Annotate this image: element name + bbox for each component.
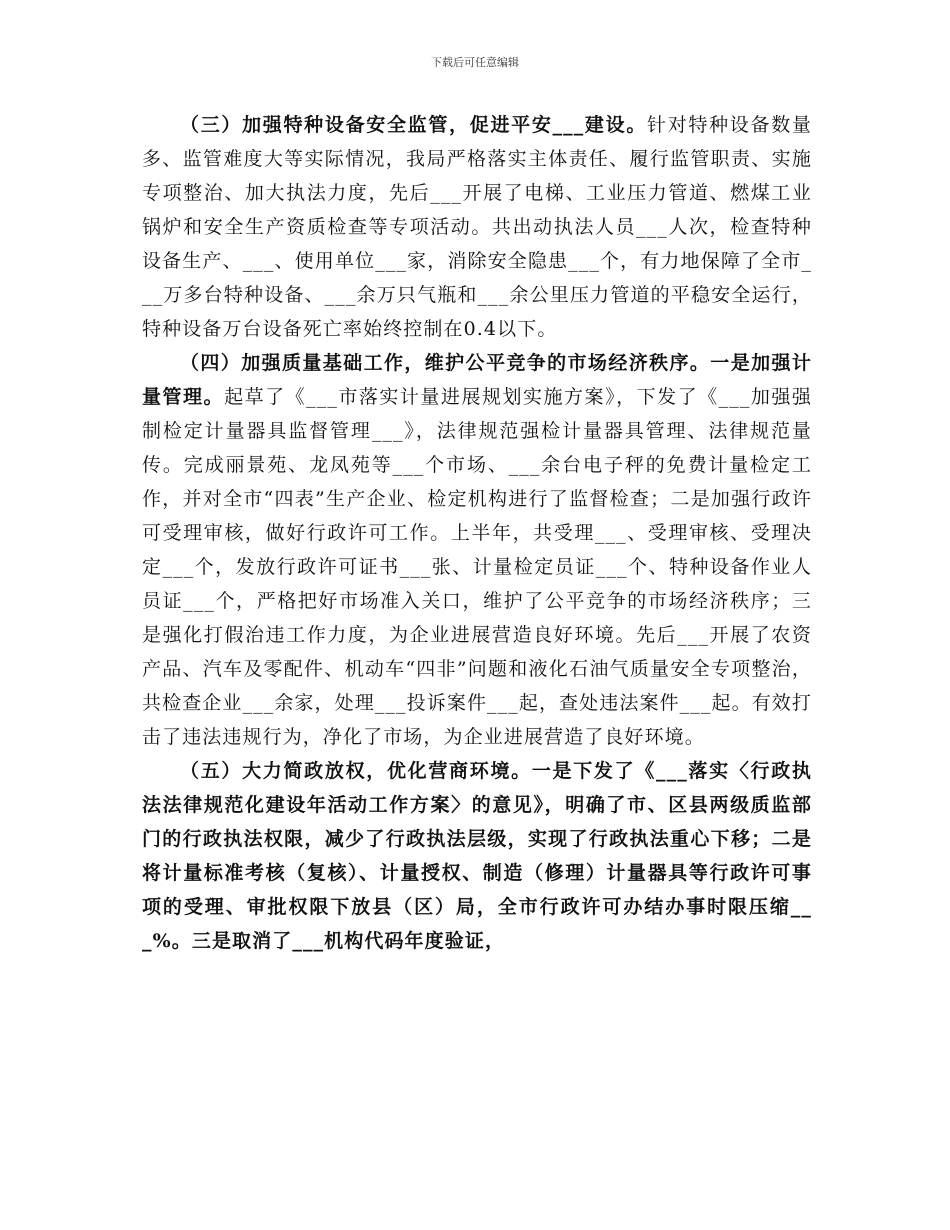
document-body: [142, 108, 812, 958]
paragraph-streamline-administration: [142, 754, 812, 958]
paragraph-heading: （五）大力简政放权，优化营商环境。一是下发了《___落实〈行政执法法律规范化建设年活动工作方案〉的意见》，明确了市、区县两级质监部门的行政执法权限，减少了行政执法层级，实现了行政执法重心下移；二是将计量标准考核（复核）、计量授权、制造（修理）计量器具等行政许可事项的受理、审批权限下放县（区）局，全市行政许可办结办事时限压缩___%。三是取消了___机构代码年度验证，: [142, 760, 812, 952]
paragraph-text: 起草了《___市落实计量进展规划实施方案》，下发了《___加强强制检定计量器具监督管理___》，法律规范强检计量器具管理、法律规范量传。完成丽景苑、龙凤苑等___个市场、___余台电子秤的免费计量检定工作，并对全市“四表”生产企业、检定机构进行了监督检查；二是加强行政许可受理审核，做好行政许可工作。上半年，共受理___、受理审核、受理决定___个，发放行政许可证书___张、计量检定员证___个、特种设备作业人员证___个，严格把好市场准入关口，维护了公平竞争的市场经济秩序；三是强化打假治违工作力度，为企业进展营造良好环境。先后___开展了农资产品、汽车及零配件、机动车“四非”问题和液化石油气质量安全专项整治，共检查企业___余家，处理___投诉案件___起，查处违法案件___起。有效打击了违法违规行为，净化了市场，为企业进展营造了良好环境。: [142, 386, 813, 748]
page-header: 下载后可任意编辑: [431, 56, 519, 69]
paragraph-text: 针对特种设备数量多、监管难度大等实际情况，我局严格落实主体责任、履行监管职责、实施专项整治、加大执法力度，先后___开展了电梯、工业压力管道、燃煤工业锅炉和安全生产资质检查等专项活动。共出动执法人员___人次，检查特种设备生产、___、使用单位___家，消除安全隐患___个，有力地保障了全市___万多台特种设备、___余万只气瓶和___余公里压力管道的平稳安全运行，特种设备万台设备死亡率始终控制在0.4以下。: [142, 114, 812, 340]
paragraph-quality-foundation: [142, 346, 812, 754]
paragraph-heading: （四）加强质量基础工作，维护公平竞争的市场经济秩序。一是加强计量管理。: [142, 352, 812, 408]
paragraph-heading: （三）加强特种设备安全监管，促进平安___建设。: [180, 114, 648, 136]
paragraph-special-equipment: [142, 108, 812, 346]
